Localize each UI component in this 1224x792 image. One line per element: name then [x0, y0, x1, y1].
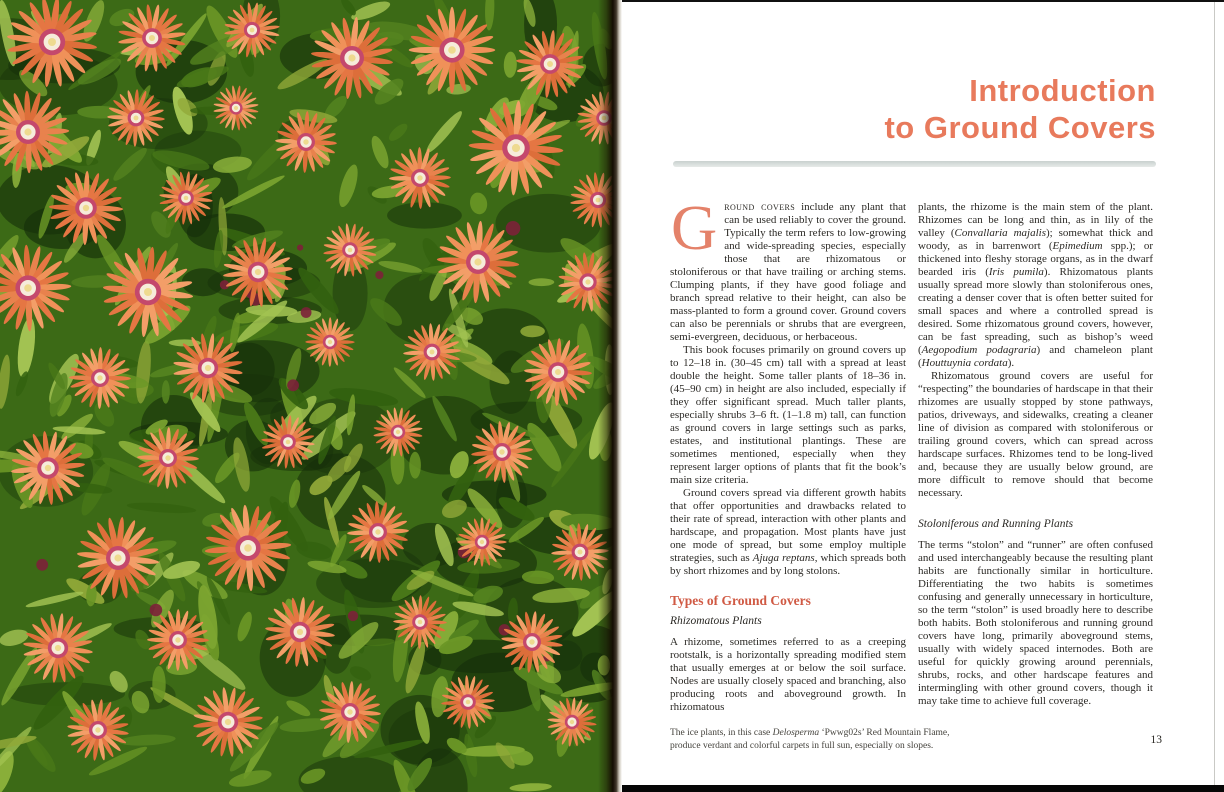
paragraph-rhizome-types: plants, the rhizome is the main stem of the plant. Rhizomes can be long and thin, as in lily of the valley (Convallaria majalis); somewhat thick and woody, as in barrenwort (Epimedium spp.); or thickened into fleshy storage organs, as in the dwarf bearded iris (Iris pumila). Rhizomatous plants usually spread more slowly than stoloniferous ones, creating a denser cover that is often better suited for small spaces and where a controlled spread is desired. Some rhizomatous ground covers, however, can be fast spreading, such as bishop’s weed (Aegopodium podagraria) and chameleon plant (Houttuynia cordata).	[918, 201, 1153, 369]
chapter-title	[884, 72, 1156, 146]
lead-smallcaps: round covers	[724, 201, 796, 213]
right-page	[620, 0, 1224, 792]
chapter-title-line1: Introduction	[969, 73, 1156, 108]
page-bottom-edge	[620, 785, 1224, 792]
text-column-right	[918, 201, 1153, 708]
dropcap-letter: G	[671, 192, 718, 263]
chapter-title-line2: to Ground Covers	[884, 110, 1156, 145]
subheading-stoloniferous: Stoloniferous and Running Plants	[918, 518, 1074, 530]
subheading-rhizomatous: Rhizomatous Plants	[670, 615, 762, 627]
page-number: 13	[1150, 734, 1162, 746]
text-column-left	[670, 192, 907, 714]
intro-paragraph	[670, 192, 907, 344]
paragraph-stolon-runner: The terms “stolon” and “runner” are often confused and used interchangeably because the resulting plant habits are functionally similar in horticulture. Differentiating the two habits is sometimes confusing and generally unnecessary in horticulture, so the term “stolon” is used broadly here to describe both habits. Both stoloniferous and running ground covers have long, primarily aboveground stems, usually with widely spaced internodes. Both are useful for quickly growing around perennials, shrubs, rocks, and other hardscape features and intermingling with other ground covers, though it may take time to achieve full coverage.	[918, 539, 1153, 707]
photo-caption: The ice plants, in this case Delosperma ‘Pwwg02s’ Red Mountain Flame, produce verdant and colorful carpets in full sun, especially on slopes.	[670, 728, 950, 751]
book-gutter	[598, 0, 622, 792]
page-top-edge	[620, 0, 1224, 2]
section-heading-types: Types of Ground Covers	[670, 593, 811, 608]
paragraph-size-criteria: This book focuses primarily on ground covers up to 12–18 in. (30–45 cm) tall with a spread at least double the height. Some taller plants of 18–36 in. (45–90 cm) in height are also included, especially if they offer significant spread. Much taller plants, especially shrubs 3–6 ft. (1–1.8 m) tall, can function as ground covers in large settings such as parks, estates, and institutional plantings. These are sometimes mentioned, especially when they represent larger options of plants that fit the book’s main size criteria.	[670, 344, 906, 486]
paragraph-hardscape: Rhizomatous ground covers are useful for “respecting” the boundaries of hardscape in that their rhizomes are usually stopped by stone pathways, patios, driveways, and sidewalks, creating a cleaner line of division as compared with stoloniferous or trailing ground covers, which can spread across hardscape surfaces. Rhizomes tend to be long-lived and, because they are usually below ground, are more difficult to remove should that become necessary.	[918, 370, 1153, 499]
paragraph-growth-habits: Ground covers spread via different growth habits that offer opportunities and drawbacks related to their rate of spread, interaction with other plants and hardscape, and propagation. Most plants have just one mode of spread, but some employ multiple strategies, such as Ajuga reptans, which spreads both by short rhizomes and by long stolons.	[670, 487, 906, 577]
paragraph-rhizome-definition: A rhizome, sometimes referred to as a creeping rootstalk, is a horizontally spreading modified stem that usually emerges at or below the soil surface. Nodes are usually closely spaced and branching, also producing roots and aboveground growth. In rhizomatous	[670, 636, 906, 713]
title-rule	[673, 161, 1156, 167]
intro-paragraph-text: include any plant that can be used reliably to cover the ground. Typically the term refers to low-growing and wide-spreading species, especially those that are rhizomatous or stoloniferous or that have trailing or arching stems. Clumping plants, if they have good foliage and branch spread relative to their height, can also be mass-planted to form a ground cover. Ground covers can also be perennials or shrubs that are evergreen, semi-evergreen, deciduous, or herbaceous.	[670, 201, 907, 343]
page-right-edge	[1214, 2, 1215, 785]
